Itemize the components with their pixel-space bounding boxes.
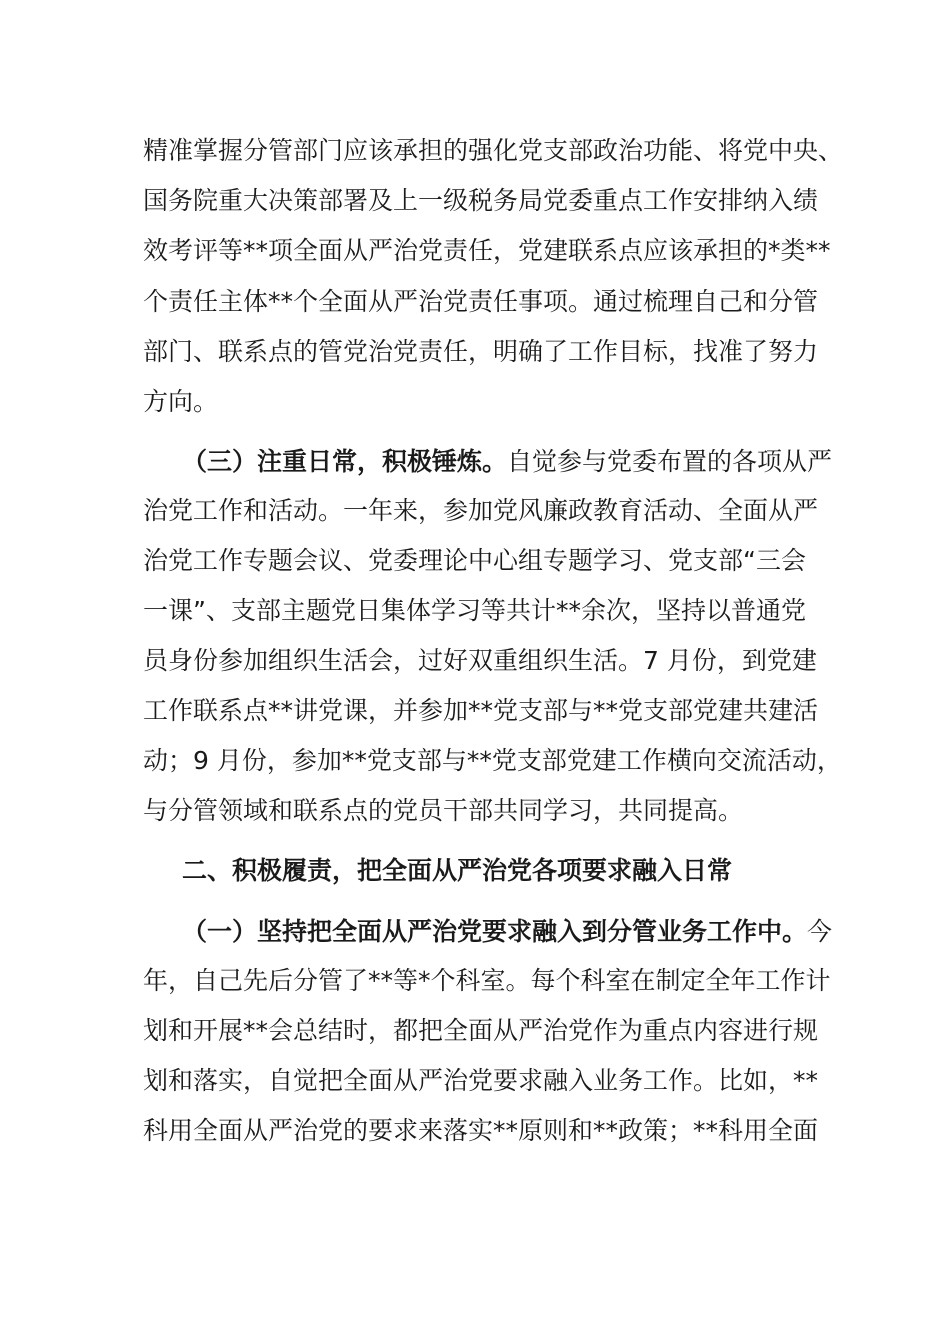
paragraph-line: 与分管领域和联系点的党员干部共同学习，共同提高。	[143, 796, 744, 825]
section-heading: 二、积极履责，把全面从严治党各项要求融入日常	[182, 856, 733, 885]
paragraph-line: 个责任主体**个全面从严治党责任事项。通过梳理自己和分管	[143, 287, 819, 316]
paragraph-line: 动；9 月份，参加**党支部与**党支部党建工作横向交流活动，	[143, 746, 842, 775]
paragraph-text: 自觉参与党委布置的各项从严	[507, 447, 833, 476]
paragraph-line: 科用全面从严治党的要求来落实**原则和**政策；**科用全面	[143, 1116, 819, 1145]
paragraph-line: 工作联系点**讲党课，并参加**党支部与**党支部党建共建活	[143, 696, 819, 725]
paragraph-line: 精准掌握分管部门应该承担的强化党支部政治功能、将党中央、	[143, 136, 844, 165]
paragraph-line: 部门、联系点的管党治党责任，明确了工作目标，找准了努力	[143, 337, 819, 366]
paragraph-text: 今	[807, 917, 833, 946]
paragraph-line: 治党工作专题会议、党委理论中心组专题学习、党支部“三会	[143, 546, 806, 575]
paragraph-line: 方向。	[143, 387, 219, 416]
paragraph-line: 年，自己先后分管了**等*个科室。每个科室在制定全年工作计	[143, 966, 831, 995]
paragraph-line: 一课”、支部主题党日集体学习等共计**余次，坚持以普通党	[143, 596, 806, 625]
paragraph-line: 治党工作和活动。一年来，参加党风廉政教育活动、全面从严	[143, 496, 819, 525]
paragraph-first-line	[0, 915, 950, 949]
paragraph-lead-heading: （一）坚持把全面从严治党要求融入到分管业务工作中。	[182, 917, 808, 946]
paragraph-line: 员身份参加组织生活会，过好双重组织生活。7 月份，到党建	[143, 646, 817, 675]
paragraph-line: 国务院重大决策部署及上一级税务局党委重点工作安排纳入绩	[143, 186, 819, 215]
paragraph-first-line	[0, 445, 950, 479]
paragraph-line: 划和落实，自觉把全面从严治党要求融入业务工作。比如，**	[143, 1066, 819, 1095]
paragraph-lead-heading: （三）注重日常，积极锤炼。	[182, 447, 508, 476]
paragraph-line: 效考评等**项全面从严治党责任，党建联系点应该承担的*类**	[143, 236, 831, 265]
paragraph-line: 划和开展**会总结时，都把全面从严治党作为重点内容进行规	[143, 1016, 819, 1045]
